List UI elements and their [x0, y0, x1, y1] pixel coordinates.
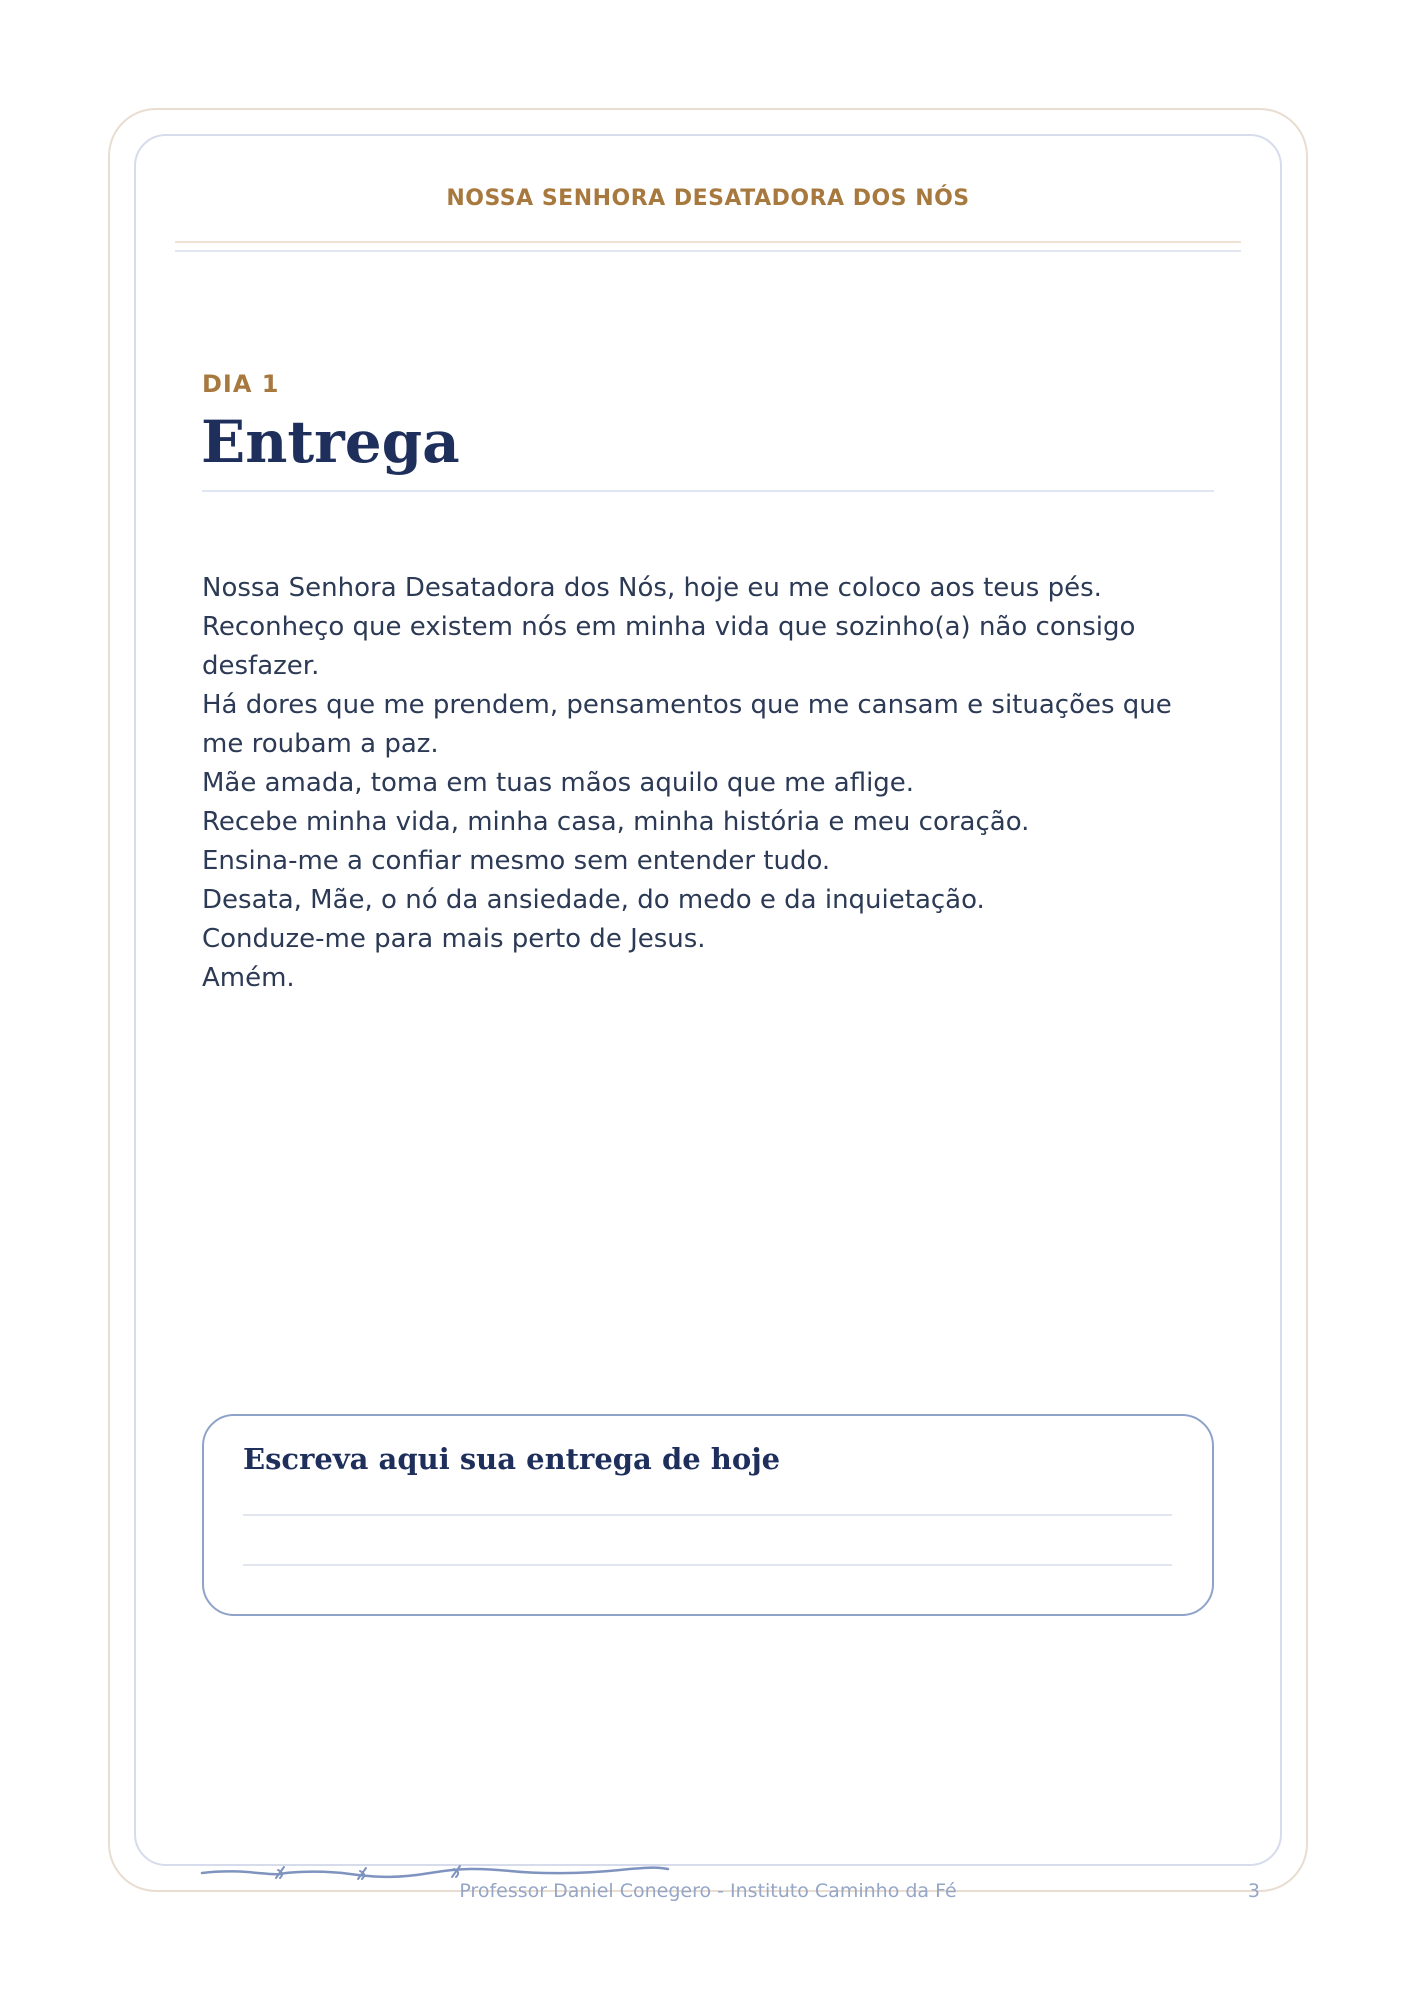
- writing-line[interactable]: [243, 1514, 1172, 1516]
- footer-credit: Professor Daniel Conegero - Instituto Caminho da Fé: [459, 1880, 957, 1902]
- prayer-line: Nossa Senhora Desatadora dos Nós, hoje eu me coloco aos teus pés.: [202, 573, 1102, 603]
- prayer-line: Conduze-me para mais perto de Jesus.: [202, 924, 706, 954]
- header-title: NOSSA SENHORA DESATADORA DOS NÓS: [446, 186, 970, 211]
- prayer-line: Desata, Mãe, o nó da ansiedade, do medo e da inquietação.: [202, 885, 985, 915]
- prayer-line: Reconheço que existem nós em minha vida que sozinho(a) não consigo: [202, 612, 1136, 642]
- header-divider-gold: [175, 241, 1241, 243]
- prayer-line: desfazer.: [202, 651, 320, 681]
- writing-line[interactable]: [243, 1564, 1172, 1566]
- prayer-line: me roubam a paz.: [202, 729, 439, 759]
- day-label: DIA 1: [202, 370, 280, 398]
- prayer-text: [202, 569, 1222, 998]
- writing-box-title: Escreva aqui sua entrega de hoje: [243, 1442, 781, 1476]
- prayer-line: Mãe amada, toma em tuas mãos aquilo que me aflige.: [202, 768, 915, 798]
- day-title: Entrega: [201, 408, 460, 476]
- header-divider-blue: [175, 250, 1241, 252]
- prayer-line: Recebe minha vida, minha casa, minha história e meu coração.: [202, 807, 1030, 837]
- prayer-line: Ensina-me a confiar mesmo sem entender tudo.: [202, 846, 831, 876]
- prayer-line: Há dores que me prendem, pensamentos que me cansam e situações que: [202, 690, 1172, 720]
- prayer-line: Amém.: [202, 963, 295, 993]
- page-number: 3: [1247, 1880, 1260, 1902]
- title-divider: [202, 490, 1214, 492]
